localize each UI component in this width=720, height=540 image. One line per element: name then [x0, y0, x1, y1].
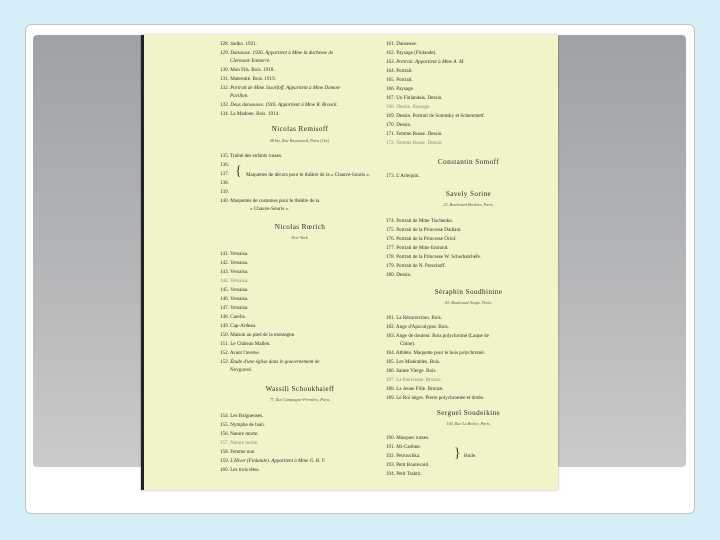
- entry-line: 172. Femme Russe. Dessin.: [386, 140, 443, 146]
- entry-line: 170. Dessin.: [386, 122, 412, 128]
- artist-heading-somoff: Constantin Somoff: [437, 158, 500, 166]
- artist-heading-remisoff: Nicolas Remisoff: [271, 125, 329, 133]
- entry-line: 142. Versaisa.: [220, 260, 249, 266]
- entry-line: 168. Dessin. Paysage.: [386, 104, 431, 110]
- artist-heading-soudeikine: Sergueï Soudeikine: [436, 409, 501, 417]
- entry-line: 153. Étude d'une église dans le gouvernement de: [220, 359, 320, 365]
- entry-line: 150. Maison au pied de la montagne.: [220, 332, 296, 338]
- artist-heading-roerich: Nicolas Rœrich: [274, 223, 326, 231]
- entry-line: 167. Un Finlandais. Dessin.: [386, 95, 443, 101]
- entry-line: 166. Paysage.: [386, 86, 415, 92]
- entry-line: 183. Ange de douleur. Bois polychromé (Laque de: [386, 333, 489, 339]
- entry-line: 135. Traîné des enfants russes.: [220, 153, 283, 159]
- entry-line: 160. Les trois têtes.: [220, 467, 260, 473]
- entry-line: 191. Mi-Carême.: [386, 444, 421, 450]
- entry-line: 146. Versaisa.: [220, 296, 249, 302]
- entry-line: 189. Le Roi nègre. Pierre polychromée et dorée.: [386, 395, 485, 401]
- page-binding-edge: [141, 35, 144, 490]
- entry-line: 144. Versaisa.: [220, 278, 249, 284]
- artist-address: 43, Boulevard Arago, Paris.: [444, 300, 493, 305]
- entry-line: Clermont-Tonnerre.: [230, 58, 271, 64]
- entry-line: 141. Versaisa.: [220, 251, 249, 257]
- entry-line: 154. Les Baigneuses.: [220, 413, 264, 419]
- entry-line: 169. Dessin. Portrait de Sorensky et Scheremetf.: [386, 113, 485, 119]
- entry-line: 132. Portrait de Mme Jasorfoff. Appartient à Mme Domon-: [220, 85, 342, 91]
- entry-line: 194. Petit Traktir.: [386, 471, 422, 477]
- entry-line: 163. Portrait. Appartient à Mme A. M.: [386, 59, 465, 65]
- entry-line: 190. Masques russes.: [386, 435, 430, 441]
- entry-line: 192. Petrouchka.: [386, 453, 421, 459]
- entry-line: 149. Cap-Ardeau.: [220, 323, 257, 329]
- entry-line: 138.: [220, 180, 229, 186]
- entry-line: 158. Femme nue.: [220, 449, 256, 455]
- entry-line: 171. Femme Russe. Dessin.: [386, 131, 443, 137]
- entry-line: Novgorod.: [230, 367, 252, 373]
- entry-line: 162. Paysage (Finlande).: [386, 50, 437, 56]
- entry-line: 165. Portrait.: [386, 77, 413, 83]
- entry-line: 151. Le Château Mallen.: [220, 341, 271, 347]
- entry-line: 145. Versaisa.: [220, 287, 249, 293]
- entry-line: 133. Deux danseuses. 1916. Appartient à Mme R. Broock.: [220, 102, 338, 108]
- artist-address: 77, Rue Campagne-Première, Paris.: [269, 397, 331, 402]
- entry-line: 143. Versaisa.: [220, 269, 249, 275]
- entry-line: 129. Danseuse. 1926. Appartient à Mme la duchesse de: [220, 50, 334, 56]
- entry-line: 173. L'Arlequin.: [386, 173, 420, 179]
- catalogue-page: [141, 35, 558, 490]
- entry-line: 159. L'Hiver (Finlande). Appartient à Mme G. B. V.: [220, 458, 326, 464]
- entry-line: Pavillon.: [230, 93, 249, 99]
- artist-address: 100, Rue La Boëtie, Paris.: [446, 421, 491, 426]
- entry-line: 181. La Résurrection. Bois.: [386, 315, 443, 321]
- entry-line: 137.: [220, 171, 229, 177]
- entry-line: 178. Portrait de la Princesse W. Scherbatchéfe.: [386, 254, 482, 260]
- artist-heading-schoukhaieff: Wassili Schoukhaieff: [265, 385, 335, 393]
- entry-line: 185. Les Misérables. Bois.: [386, 359, 441, 365]
- entry-line: 180. Dessin.: [386, 272, 412, 278]
- entry-line: 187. La Pauvresse. Bronze.: [386, 377, 442, 383]
- entry-line: 134. La Madone. Bois. 1914.: [220, 111, 280, 117]
- entry-line: 164. Portrait.: [386, 68, 413, 74]
- artist-heading-sorine: Savely Sorine: [445, 190, 492, 198]
- entry-line: 140. Maquettes de costumes pour le théâtre de la: [220, 198, 320, 204]
- entry-line: 156. Nature morte.: [220, 431, 259, 437]
- brace-glyph: }: [454, 446, 461, 461]
- entry-line: 152. Avant l'averse.: [220, 350, 260, 356]
- entry-line: 186. Sainte Vierge. Bois.: [386, 368, 437, 374]
- entry-line: 193. Petit Boulevard.: [386, 462, 430, 468]
- entry-line: 147. Versaisa.: [220, 305, 249, 311]
- entry-line: 182. Ange d'Apocalypse. Bois.: [386, 324, 449, 330]
- entry-line: 161. Danseuse.: [386, 41, 417, 47]
- entry-line: Chine).: [400, 341, 416, 347]
- entry-line: 175. Portrait de la Princesse Dadiani.: [386, 227, 462, 233]
- entry-line: 148. Carelie.: [220, 314, 247, 320]
- entry-line: 177. Portrait de Mme Entrond.: [386, 245, 449, 251]
- entry-line: « Chauve-Souris ».: [250, 206, 290, 212]
- entry-line: 188. La Jeune Fille. Bronze.: [386, 386, 444, 392]
- artist-address: New-York.: [291, 235, 309, 240]
- entry-line: 130. Mon Fils. Bois. 1918.: [220, 67, 275, 73]
- brace-label: Maquettes de décors pour le théâtre de la « Chauve-Souris ».: [246, 172, 371, 178]
- entry-line: 179. Portrait de N. Potschoff.: [386, 263, 446, 269]
- artist-address: 68 bis, Rue Raynouard, Paris (16e).: [269, 138, 331, 143]
- entry-line: 139.: [220, 189, 229, 195]
- artist-heading-soudbinine: Séraphin Soudbinine: [434, 288, 503, 296]
- brace-glyph: {: [235, 164, 242, 179]
- entry-line: 131. Maternité. Bois. 1919.: [220, 76, 276, 82]
- artist-address: 23, Boulevard Berthier, Paris.: [443, 202, 494, 207]
- entry-line: 176. Portrait de la Princesse Orlof.: [386, 236, 457, 242]
- entry-line: 128. Sadko. 1921.: [220, 41, 257, 47]
- entry-line: 136.: [220, 162, 229, 168]
- entry-line: 155. Nymphe de bain.: [220, 422, 266, 428]
- brace-label: Huile.: [464, 453, 477, 459]
- entry-line: 157. Nature morte.: [220, 440, 259, 446]
- entry-line: 174. Portrait de Mme Tischenko.: [386, 218, 454, 224]
- entry-line: 184. Athlète. Maquette pour le bois polychromé.: [386, 350, 485, 356]
